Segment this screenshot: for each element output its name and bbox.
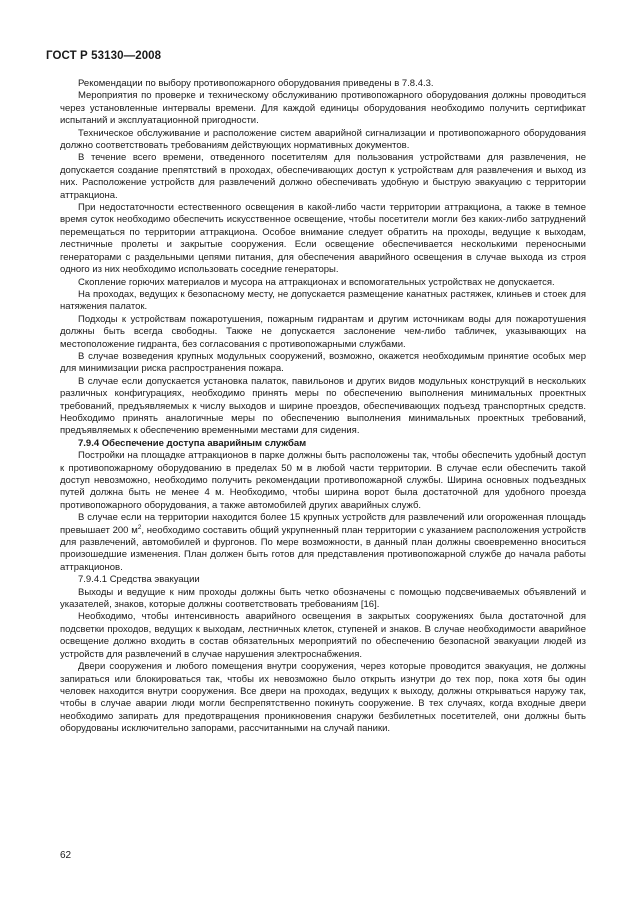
- paragraph: Необходимо, чтобы интенсивность аварийного освещения в закрытых сооружениях была достаточной для подсветки проходов, ведущих к выходам, лестничных клеток, ступеней и знаков. В случае необходимости аварийное освещение должно входить в состав обязательных мероприятий по обеспечению безопасной эвакуации людей из устройств для развлечений в случае нарушения электроснабжения.: [60, 611, 586, 660]
- paragraph-text: В случае если на территории находится более 15 крупных устройств для развлечений или огороженная площадь превышает 200 м: [60, 512, 586, 536]
- paragraph: Рекомендации по выбору противопожарного оборудования приведены в 7.8.4.3.: [78, 78, 434, 89]
- paragraph: В случае если допускается установка палаток, павильонов и других видов модульных конструкций в нескольких различных конфигурациях, необходимо принять меры по обеспечению выполнения минимальных проектных требований, предъявляемых к числу выходов и ширине проездов, обеспечивающих подъезд транспортных средств. Необходимо принять аналогичные меры по обеспечению выполнения минимальных проектных требований, предъявляемых к обеспечению временными местами для сидения.: [60, 375, 586, 437]
- subsection-heading: 7.9.4.1 Средства эвакуации: [78, 574, 200, 586]
- paragraph: [60, 512, 586, 574]
- paragraph: В случае возведения крупных модульных сооружений, возможно, окажется необходимым принятие особых мер для минимизации риска распространения пожара.: [60, 350, 586, 375]
- paragraph: При недостаточности естественного освещения в какой-либо части территории аттракциона, а также в темное время суток необходимо обеспечить искусственное освещение, чтобы посетители могли без каких-либо затруднений перемещаться по территории аттракциона. Особое внимание следует обратить на проходы, ведущие к выходам, лестничные пролеты и закрытые сооружения. Если освещение обеспечивается несколькими переносными генераторами с раздельными цепями питания, для обеспечения аварийного освещения в случае выхода из строя одного из них необходимо использовать соседние генераторы.: [60, 202, 586, 276]
- page-number: 62: [60, 850, 72, 861]
- paragraph: Выходы и ведущие к ним проходы должны быть четко обозначены с помощью подсвечиваемых объявлений и указателей, знаков, которые должны соответствовать требованиям [16].: [60, 586, 586, 611]
- paragraph: Постройки на площадке аттракционов в парке должны быть расположены так, чтобы обеспечить удобный доступ к противопожарному оборудованию в пределах 50 м в любой части территории. В случае если обеспечить такой доступ невозможно, необходимо получить рекомендации противопожарной службы. Ширина основных подъездных путей должна быть не менее 4 м. Необходимо, чтобы ширина ворот была достаточной для удобного проезда противопожарного оборудования, а также автомобилей других аварийных служб.: [60, 450, 586, 511]
- paragraph: Подходы к устройствам пожаротушения, пожарным гидрантам и другим источникам воды для пожаротушения должны быть всегда свободны. Также не допускается заслонение чем-либо табличек, указывающих на местоположение гидранта, без согласования с противопожарными службами.: [60, 313, 586, 350]
- document-header: ГОСТ Р 53130—2008: [46, 50, 162, 62]
- document-body: [60, 78, 586, 736]
- paragraph-text: , необходимо составить общий укрупненный план территории с указанием расположения устройств для развлечений, автомобилей и фургонов. По мере возможности, в данный план должны своевременно вноситься произошедшие изменения. План должен быть готов для представления противопожарной службе до начала работы аттракционов.: [60, 524, 586, 573]
- paragraph: В течение всего времени, отведенного посетителям для пользования устройствами для развлечения, не допускается создание препятствий в проходах, обеспечивающих доступ к устройствам для развлечения и выход из них. Расположение устройств для развлечений должно обеспечивать удобную и быструю эвакуацию с территории аттракциона.: [60, 152, 586, 201]
- paragraph: Мероприятия по проверке и техническому обслуживанию противопожарного оборудования должны проводиться через установленные интервалы времени. Для каждой единицы оборудования необходимо получить сертификат испытаний и эксплуатационной пригодности.: [60, 90, 586, 127]
- paragraph: Скопление горючих материалов и мусора на аттракционах и вспомогательных устройствах не допускается.: [78, 276, 555, 288]
- section-heading: 7.9.4 Обеспечение доступа аварийным службам: [78, 437, 307, 449]
- paragraph: На проходах, ведущих к безопасному месту, не допускается размещение канатных растяжек, клиньев и стоек для натяжения палаток.: [60, 288, 586, 313]
- paragraph: Двери сооружения и любого помещения внутри сооружения, через которые проводится эвакуация, не должны запираться или блокироваться так, чтобы их невозможно было открыть изнутри до тех пор, пока хотя бы один человек находится внутри сооружения. Все двери на проходах, ведущих к выходу, должны открываться наружу так, чтобы в случае аварии люди могли беспрепятственно покинуть сооружение. В тех случаях, когда входные двери необходимо запирать для предотвращения проникновения снаружи безбилетных посетителей, они должны быть оборудованы исключительно запорами, рассчитанными на случай паники.: [60, 661, 586, 735]
- paragraph: Техническое обслуживание и расположение систем аварийной сигнализации и противопожарного оборудования должно соответствовать требованиям действующих нормативных документов.: [60, 127, 586, 152]
- superscript: 2: [137, 523, 142, 531]
